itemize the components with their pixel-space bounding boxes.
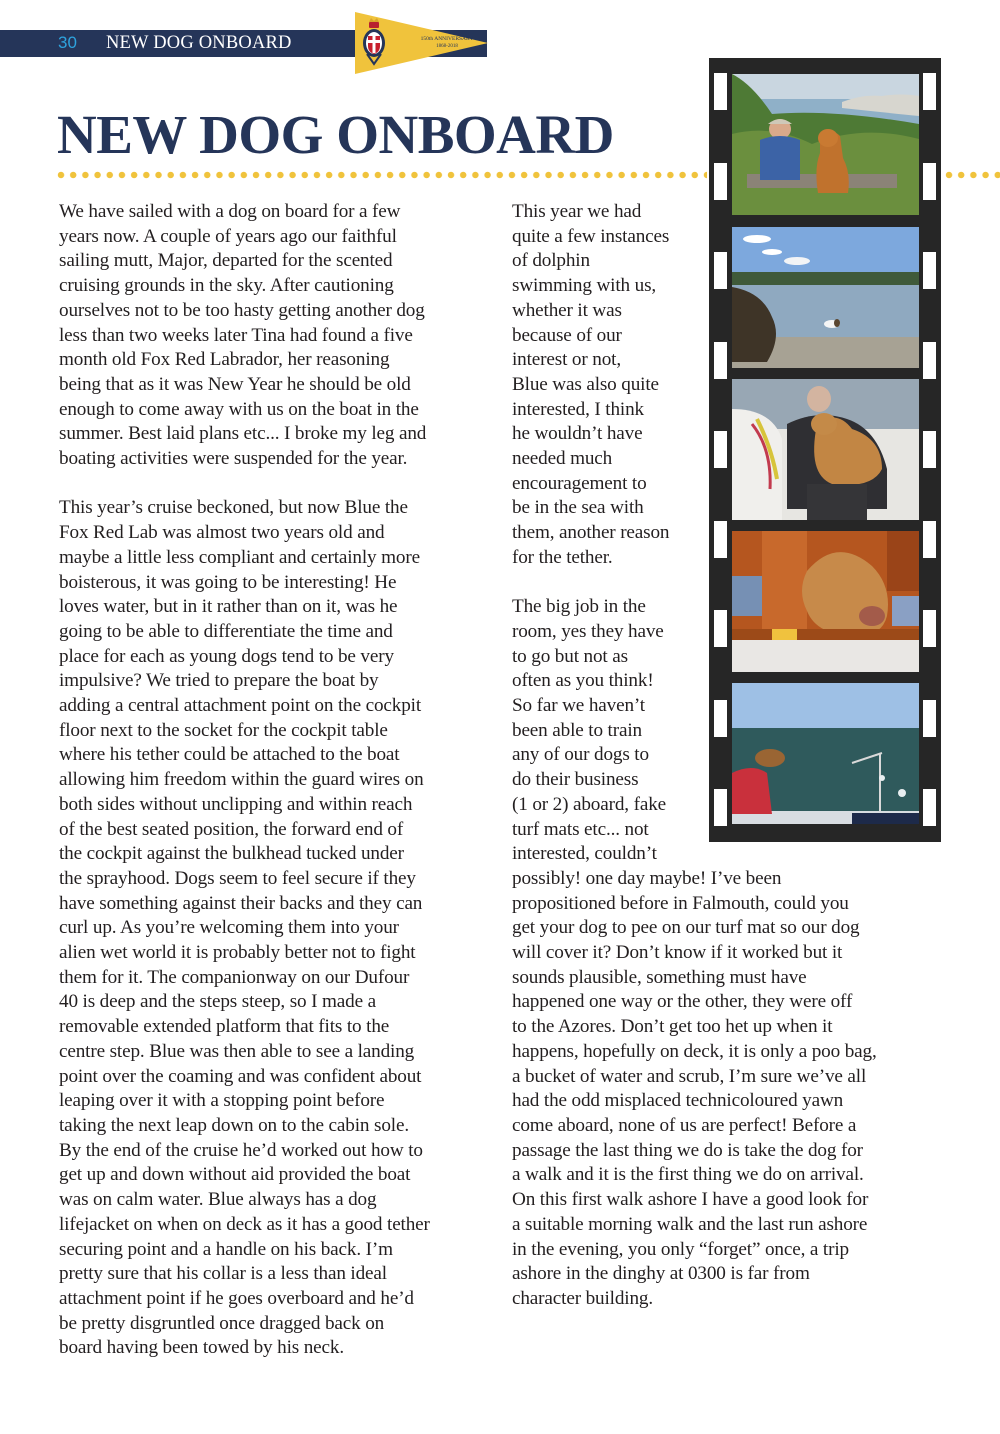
text-line: enough to come away with us on the boat in the xyxy=(59,398,419,420)
text-line: board having been towed by his neck. xyxy=(59,1337,344,1359)
film-strip xyxy=(709,58,941,842)
film-sprocket-hole xyxy=(923,521,936,558)
paragraph-gap xyxy=(59,472,499,497)
left-column xyxy=(59,200,499,1361)
film-sprocket-hole xyxy=(714,342,727,379)
text-line: ashore in the dinghy at 0300 is far from xyxy=(512,1263,810,1285)
text-line: Blue was also quite xyxy=(512,373,659,395)
text-line: had the odd misplaced technicoloured yawn xyxy=(512,1090,844,1112)
text-line: less than two weeks later Tina had found a five xyxy=(59,324,413,346)
film-sprocket-hole xyxy=(714,163,727,200)
pennant-caption xyxy=(417,36,477,50)
film-sprocket-hole xyxy=(923,163,936,200)
text-line: going to be able to differentiate the time and xyxy=(59,620,393,642)
text-line: being that as it was New Year he should be old xyxy=(59,373,411,395)
text-line: do their business xyxy=(512,769,639,791)
film-sprocket-hole xyxy=(923,789,936,826)
running-title: NEW DOG ONBOARD xyxy=(106,33,292,53)
text-line: of dolphin xyxy=(512,250,590,272)
pennant-years: 1868-2018 xyxy=(436,44,458,49)
film-sprocket-hole xyxy=(923,73,936,110)
text-line: cruising grounds in the sky. After cautioning xyxy=(59,275,394,297)
text-line: ourselves not to be too hasty getting another dog xyxy=(59,299,425,321)
text-line: happened one way or the other, they were off xyxy=(512,991,853,1013)
text-line: impulsive? We tried to prepare the boat by xyxy=(59,670,379,692)
text-line: was on calm water. Blue always has a dog xyxy=(59,1189,377,1211)
text-line: the cockpit against the bulkhead tucked under xyxy=(59,843,404,865)
text-line: encouragement to xyxy=(512,472,647,494)
text-line: a bucket of water and scrub, I’m sure we’ve all xyxy=(512,1065,867,1087)
text-line: character building. xyxy=(512,1287,653,1309)
text-line: summer. Best laid plans etc... I broke my leg and xyxy=(59,423,427,445)
text-line: be pretty disgruntled once dragged back on xyxy=(59,1312,385,1334)
film-sprocket-hole xyxy=(923,342,936,379)
text-line: So far we haven’t xyxy=(512,695,645,717)
text-line: he wouldn’t have xyxy=(512,423,643,445)
paragraph xyxy=(59,496,499,1361)
text-line: leaping over it with a stopping point before xyxy=(59,1090,385,1112)
text-line: allowing him freedom within the guard wires on xyxy=(59,769,424,791)
text-line: swimming with us, xyxy=(512,275,657,297)
film-sprocket-hole xyxy=(923,700,936,737)
text-line: taking the next leap down on to the cabin sole. xyxy=(59,1115,409,1136)
text-line: pretty sure that his collar is a less than ideal xyxy=(59,1263,387,1285)
text-line: whether it was xyxy=(512,299,622,321)
text-line: point over the coaming and was confident about xyxy=(59,1065,422,1087)
film-sprocket-hole xyxy=(714,610,727,647)
photo-sea-lookout xyxy=(732,683,919,824)
text-line: have something against their backs and they can xyxy=(59,892,423,914)
page-number: 30 xyxy=(58,33,77,52)
text-line: any of our dogs to xyxy=(512,744,649,766)
text-line: get up and down without aid provided the boat xyxy=(59,1164,411,1186)
text-line: interested, I think xyxy=(512,398,644,420)
photo-estuary-swim xyxy=(732,227,919,368)
article-title: NEW DOG ONBOARD xyxy=(57,104,614,165)
film-sprocket-hole xyxy=(923,610,936,647)
paragraph xyxy=(59,200,499,472)
text-line: attachment point if he goes overboard and he’d xyxy=(59,1287,414,1309)
text-line: both sides without unclipping and within reach xyxy=(59,793,413,815)
text-line: (1 or 2) aboard, fake xyxy=(512,793,667,815)
text-line: sailing mutt, Major, departed for the scented xyxy=(59,250,393,272)
text-line: securing point and a handle on his back. I’m xyxy=(59,1238,393,1260)
film-sprocket-hole xyxy=(714,73,727,110)
photo-cabin-closeup xyxy=(732,531,919,672)
text-line: By the end of the cruise he’d worked out how to xyxy=(59,1139,423,1161)
pennant-line1: 150th ANNIVERSARY xyxy=(420,36,474,42)
text-line: The big job in the xyxy=(512,596,646,618)
text-line: This year we had xyxy=(512,201,642,222)
text-line: where his tether could be attached to the boat xyxy=(59,744,400,766)
text-line: of the best seated position, the forward end of xyxy=(59,818,404,840)
film-sprocket-hole xyxy=(714,431,727,468)
text-line: possibly! one day maybe! I’ve been xyxy=(512,867,782,889)
text-line: propositioned before in Falmouth, could you xyxy=(512,892,849,914)
text-line: for the tether. xyxy=(512,546,613,568)
text-line: alien wet world it is probably better not to fight xyxy=(59,942,416,964)
text-line: them for it. The companionway on our Dufour xyxy=(59,966,410,988)
text-line: floor next to the socket for the cockpit table xyxy=(59,719,388,741)
text-line: centre step. Blue was then able to see a landing xyxy=(59,1040,415,1062)
text-line: sounds plausible, something must have xyxy=(512,966,807,988)
text-line: interest or not, xyxy=(512,349,621,371)
text-line: often as you think! xyxy=(512,670,654,692)
film-sprocket-hole xyxy=(714,700,727,737)
text-line: room, yes they have xyxy=(512,620,664,642)
film-sprocket-hole xyxy=(923,252,936,289)
text-line: to go but not as xyxy=(512,645,628,667)
text-line: place for each as young dogs tend to be very xyxy=(59,645,394,667)
text-line: a suitable morning walk and the last run ashore xyxy=(512,1213,868,1235)
text-line: 40 is deep and the steps steep, so I made a xyxy=(59,991,376,1013)
photo-cockpit-cuddle xyxy=(732,379,919,520)
text-line: been able to train xyxy=(512,719,642,741)
text-line: lifejacket on when on deck as it has a good tether xyxy=(59,1213,430,1235)
film-sprocket-hole xyxy=(714,521,727,558)
text-line: to the Azores. Don’t get too het up when it xyxy=(512,1016,833,1038)
text-line: Fox Red Lab was almost two years old and xyxy=(59,522,385,544)
text-line: happens, hopefully on deck, it is only a poo bag, xyxy=(512,1040,877,1062)
dotted-rule xyxy=(57,171,707,179)
text-line: maybe a little less compliant and certainly more xyxy=(59,546,420,568)
text-line: On this first walk ashore I have a good look for xyxy=(512,1189,869,1211)
text-line: boating activities were suspended for the year. xyxy=(59,448,408,470)
text-line: get your dog to pee on our turf mat so our dog xyxy=(512,917,860,939)
text-line: be in the sea with xyxy=(512,497,644,519)
film-sprocket-hole xyxy=(923,431,936,468)
text-line: will cover it? Don’t know if it worked but it xyxy=(512,942,843,964)
text-line: in the evening, you only “forget” once, a trip xyxy=(512,1238,849,1260)
film-sprocket-hole xyxy=(714,789,727,826)
text-line: loves water, but in it rather than on it, was he xyxy=(59,596,398,618)
text-line: removable extended platform that fits to the xyxy=(59,1016,390,1038)
text-line: This year’s cruise beckoned, but now Blue the xyxy=(59,497,408,519)
text-line: interested, couldn’t xyxy=(512,843,657,865)
text-line: turf mats etc... not xyxy=(512,818,649,840)
text-line: because of our xyxy=(512,324,622,346)
text-line: passage the last thing we do is take the dog for xyxy=(512,1139,863,1161)
dotted-rule-right xyxy=(945,171,1000,179)
text-line: a walk and it is the first thing we do on arrival. xyxy=(512,1164,864,1186)
photo-bench-dog xyxy=(732,74,919,215)
text-line: We have sailed with a dog on board for a few xyxy=(59,201,401,222)
text-line: come aboard, none of us are perfect! Before a xyxy=(512,1115,857,1136)
text-line: month old Fox Red Labrador, her reasoning xyxy=(59,349,390,371)
text-line: needed much xyxy=(512,448,613,470)
text-line: curl up. As you’re welcoming them into your xyxy=(59,917,399,939)
anniversary-pennant xyxy=(355,12,488,74)
text-line: boisterous, it was going to be interesting! He xyxy=(59,571,397,593)
text-line: the sprayhood. Dogs seem to feel secure if they xyxy=(59,867,416,889)
film-sprocket-hole xyxy=(714,252,727,289)
text-line: years now. A couple of years ago our faithful xyxy=(59,225,397,247)
text-line: adding a central attachment point on the cockpit xyxy=(59,695,422,717)
text-line: them, another reason xyxy=(512,522,670,544)
text-line: quite a few instances xyxy=(512,225,670,247)
